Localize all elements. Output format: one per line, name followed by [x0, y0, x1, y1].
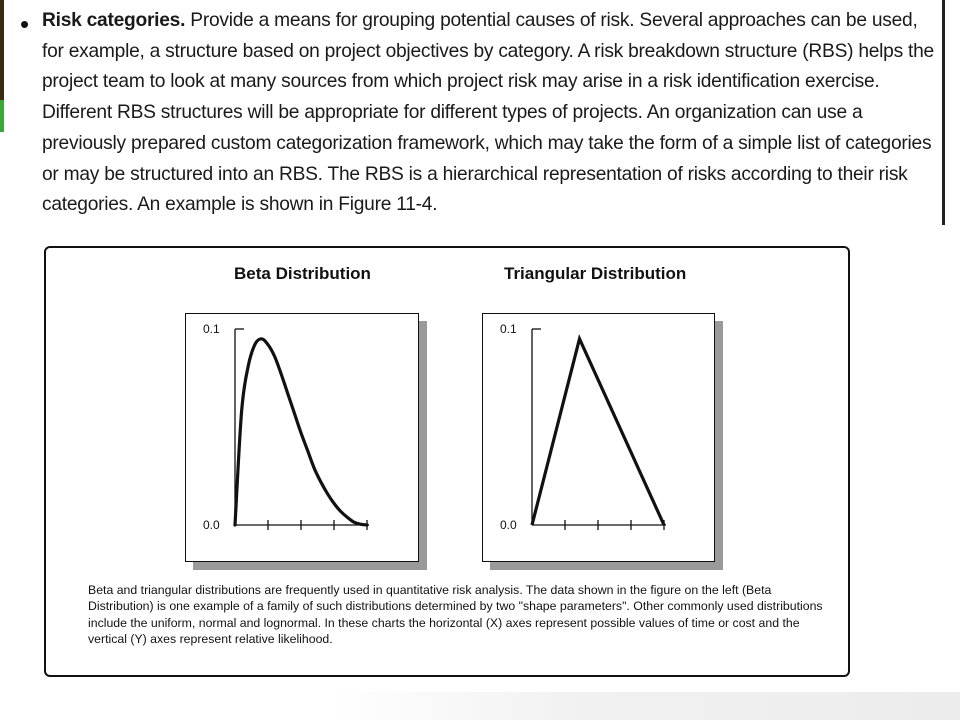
y-tick-label: 0.0: [500, 518, 517, 532]
bullet-paragraph: [42, 6, 934, 221]
right-margin-rule: [942, 0, 945, 225]
beta-chart: [186, 314, 417, 560]
triangular-chart-panel: [482, 313, 715, 562]
bullet-text: Provide a means for grouping potential causes of risk. Several approaches can be used, for example, a structure based on project objectives by category. A risk breakdown structure (RBS) helps the project team to look at many sources from which project risk may arise in a risk identification exercise. Different RBS structures will be appropriate for different types of projects. An organization can use a previously prepared custom categorization framework, which may take the form of a simple list of categories or may be structured into an RBS. The RBS is a hierarchical representation of risks according to their risk categories. An example is shown in Figure 11-4.: [42, 10, 934, 216]
bottom-decorative-band: [330, 692, 960, 720]
series-line: [532, 339, 664, 525]
beta-chart-panel: [185, 313, 419, 562]
y-tick-label: 0.1: [203, 322, 220, 336]
beta-chart-title: Beta Distribution: [234, 264, 371, 283]
triangular-chart: [483, 314, 713, 560]
bullet-lead: Risk categories.: [42, 10, 186, 31]
y-tick-label: 0.1: [500, 322, 517, 336]
left-edge-brown-segment: [0, 0, 4, 100]
y-tick-label: 0.0: [203, 518, 220, 532]
figure-caption: Beta and triangular distributions are frequently used in quantitative risk analysis. The data shown in the figure on the left (Beta Distribution) is one example of a family of such distributions determined by two "shape parameters". Other commonly used distributions include the uniform, normal and lognormal. In these charts the horizontal (X) axes represent possible values of time or cost and the vertical (Y) axes represent relative likelihood.: [88, 583, 823, 646]
series-line: [235, 339, 367, 525]
figure-box: [44, 246, 850, 677]
left-edge-green-segment: [0, 100, 4, 132]
left-edge-strip: [0, 0, 4, 720]
triangular-chart-title: Triangular Distribution: [504, 264, 687, 283]
bullet-dot: •: [20, 9, 30, 39]
